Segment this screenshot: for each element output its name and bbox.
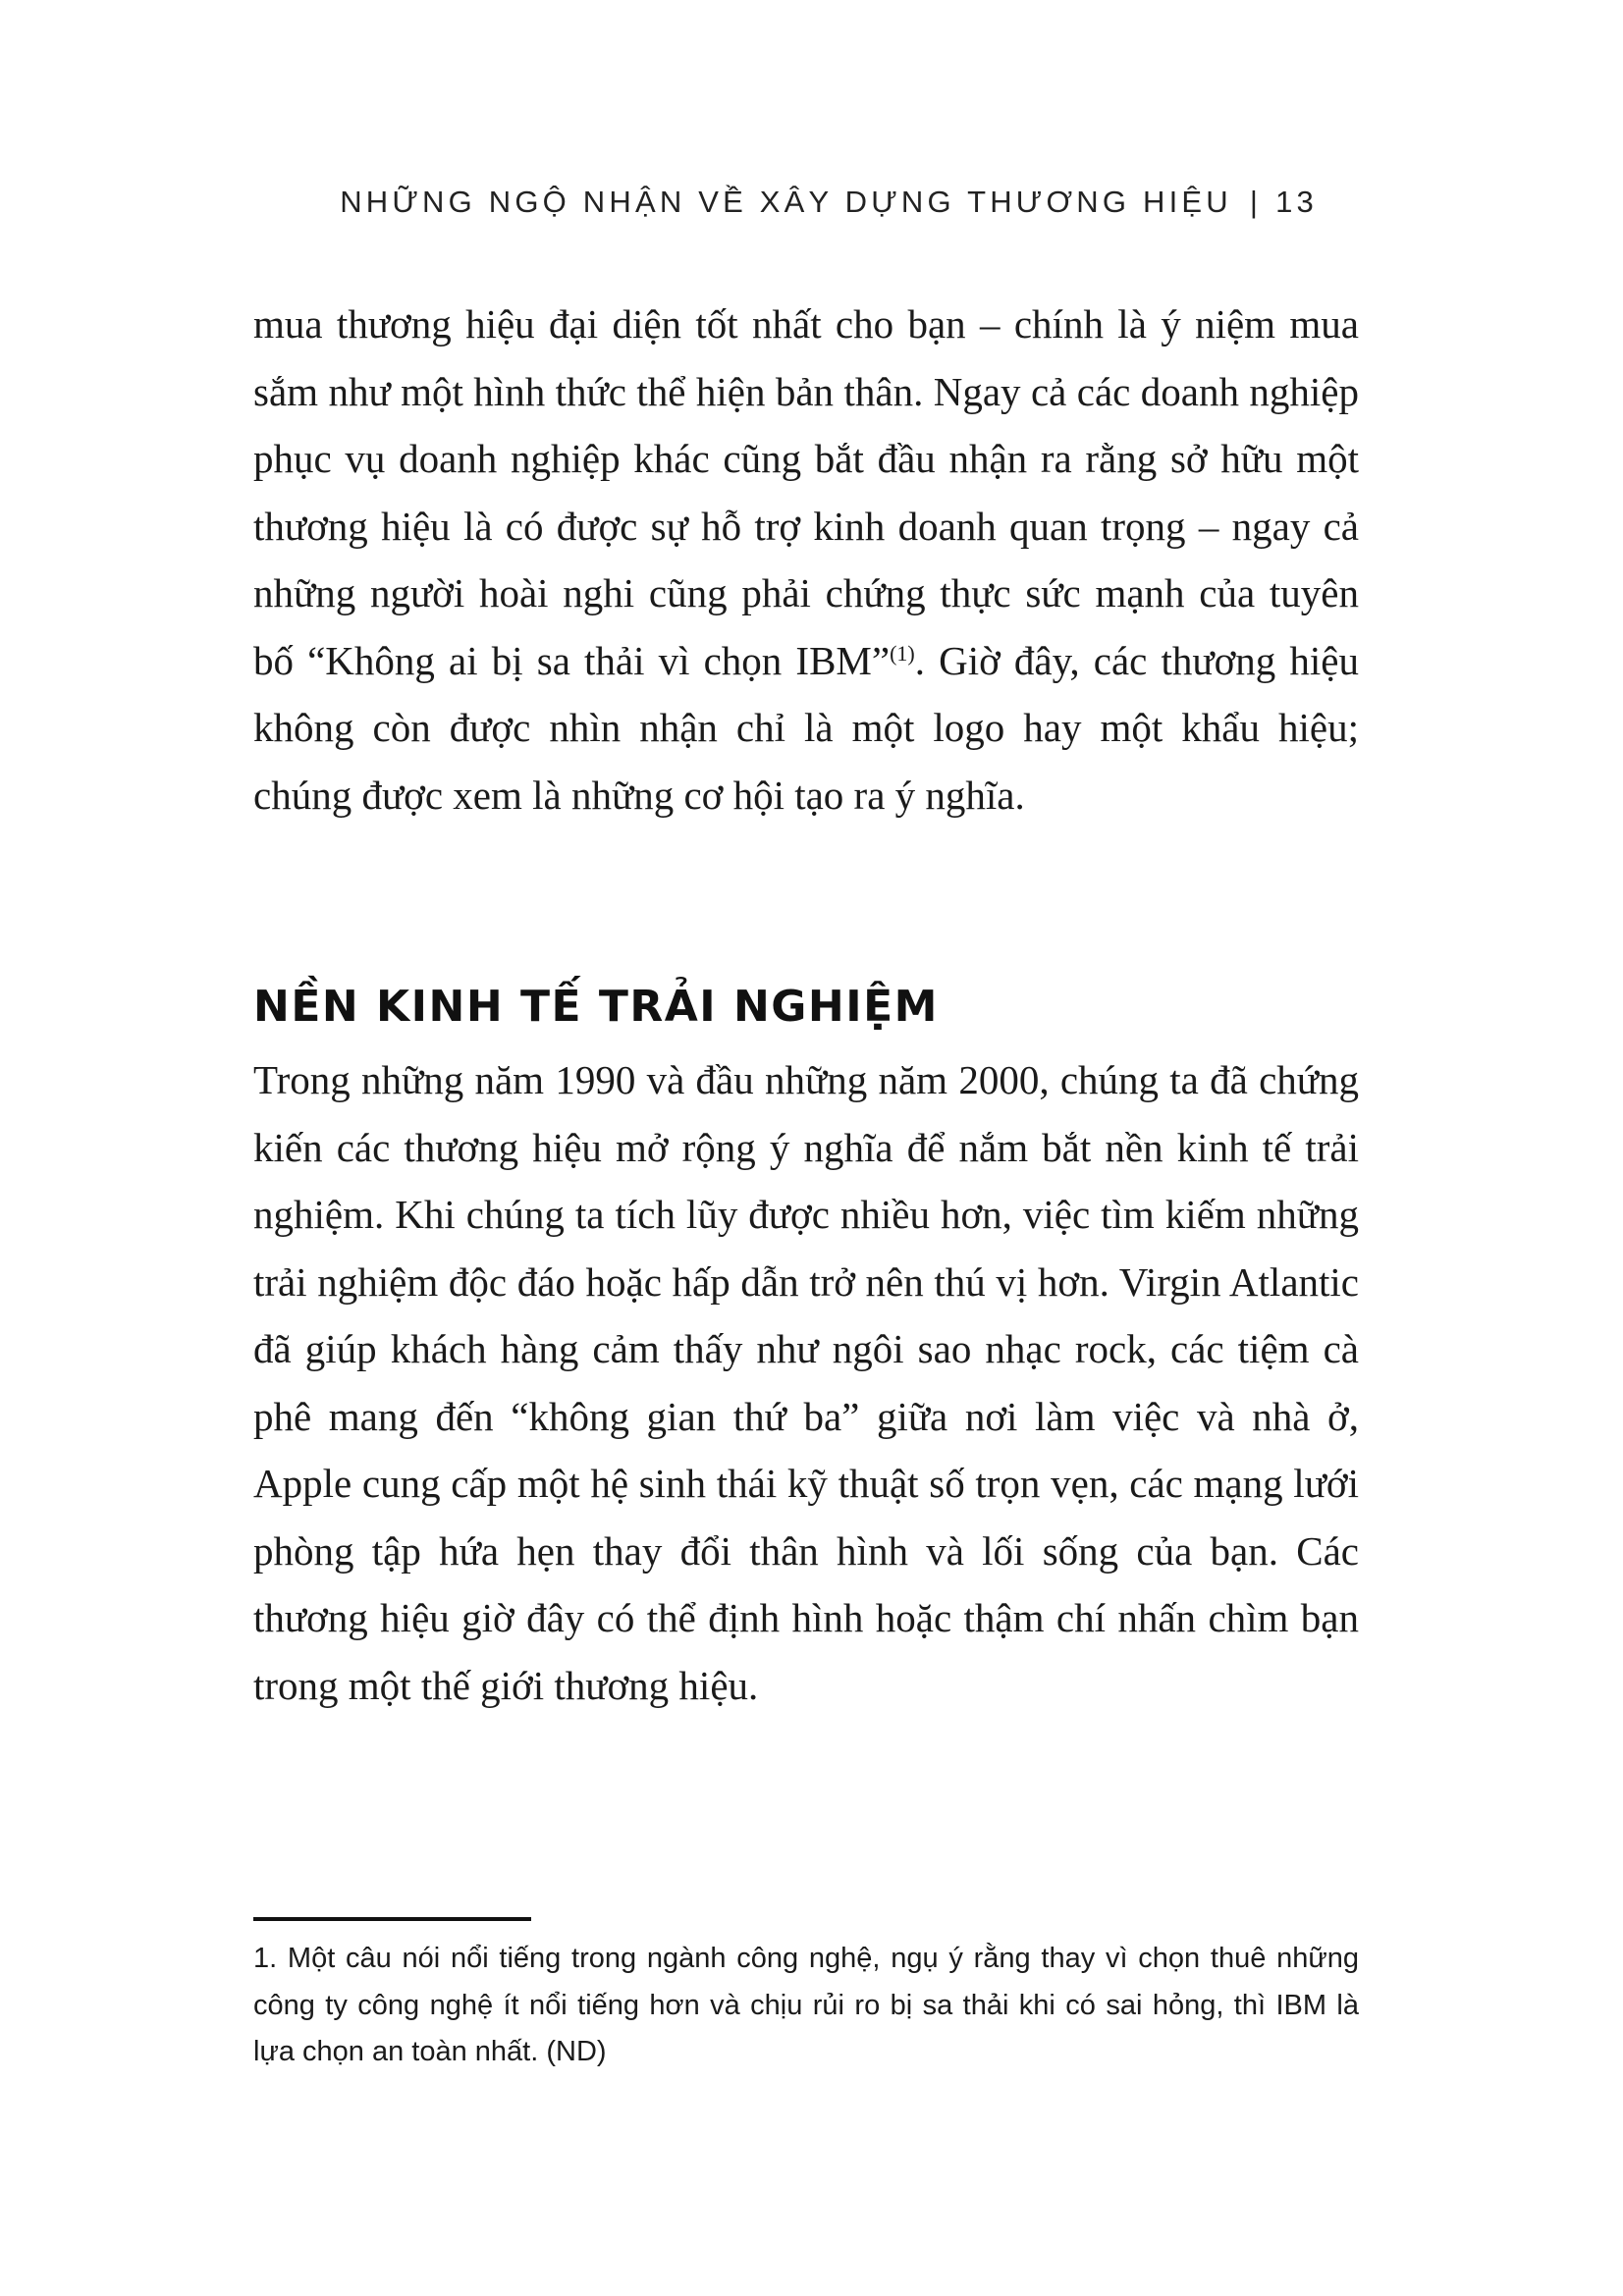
footnote (253, 1936, 1359, 2076)
page-number: 13 (1275, 185, 1318, 219)
footnote-text: 1. Một câu nói nổi tiếng trong ngành công nghệ, ngụ ý rằng thay vì chọn thuê những công ty công nghệ ít nổi tiếng hơn và chịu rủi ro bị sa thải khi có sai hỏng, thì IBM là lựa chọn an toàn nhất. (ND) (253, 1943, 1359, 2067)
running-header (304, 185, 1318, 220)
paragraph-1 (253, 291, 1359, 828)
section-heading: NỀN KINH TẾ TRẢI NGHIỆM (253, 982, 939, 1032)
paragraph-1-text-b: . Giờ đây, các thương hiệu không còn được nhìn nhận chỉ là một logo hay một khẩu hiệu; chúng được xem là những cơ hội tạo ra ý nghĩa. (253, 637, 1359, 818)
paragraph-2 (253, 1046, 1359, 1719)
header-separator: | (1249, 185, 1263, 219)
paragraph-1-text-a: mua thương hiệu đại diện tốt nhất cho bạn – chính là ý niệm mua sắm như một hình thức thể hiện bản thân. Ngay cả các doanh nghiệp phục vụ doanh nghiệp khác cũng bắt đầu nhận ra rằng sở hữu một thương hiệu là có được sự hỗ trợ kinh doanh quan trọng – ngay cả những người hoài nghi cũng phải chứng thực sức mạnh của tuyên bố “Không ai bị sa thải vì chọn IBM” (253, 301, 1359, 683)
paragraph-2-text: Trong những năm 1990 và đầu những năm 2000, chúng ta đã chứng kiến các thương hiệu mở rộng ý nghĩa để nắm bắt nền kinh tế trải nghiệm. Khi chúng ta tích lũy được nhiều hơn, việc tìm kiếm những trải nghiệm độc đáo hoặc hấp dẫn trở nên thú vị hơn. Virgin Atlantic đã giúp khách hàng cảm thấy như ngôi sao nhạc rock, các tiệm cà phê mang đến “không gian thứ ba” giữa nơi làm việc và nhà ở, Apple cung cấp một hệ sinh thái kỹ thuật số trọn vẹn, các mạng lưới phòng tập hứa hẹn thay đổi thân hình và lối sống của bạn. Các thương hiệu giờ đây có thể định hình hoặc thậm chí nhấn chìm bạn trong một thế giới thương hiệu. (253, 1057, 1359, 1708)
footnote-divider (253, 1917, 531, 1921)
running-title: NHỮNG NGỘ NHẬN VỀ XÂY DỰNG THƯƠNG HIỆU (340, 185, 1232, 219)
footnote-marker: (1) (890, 640, 915, 666)
